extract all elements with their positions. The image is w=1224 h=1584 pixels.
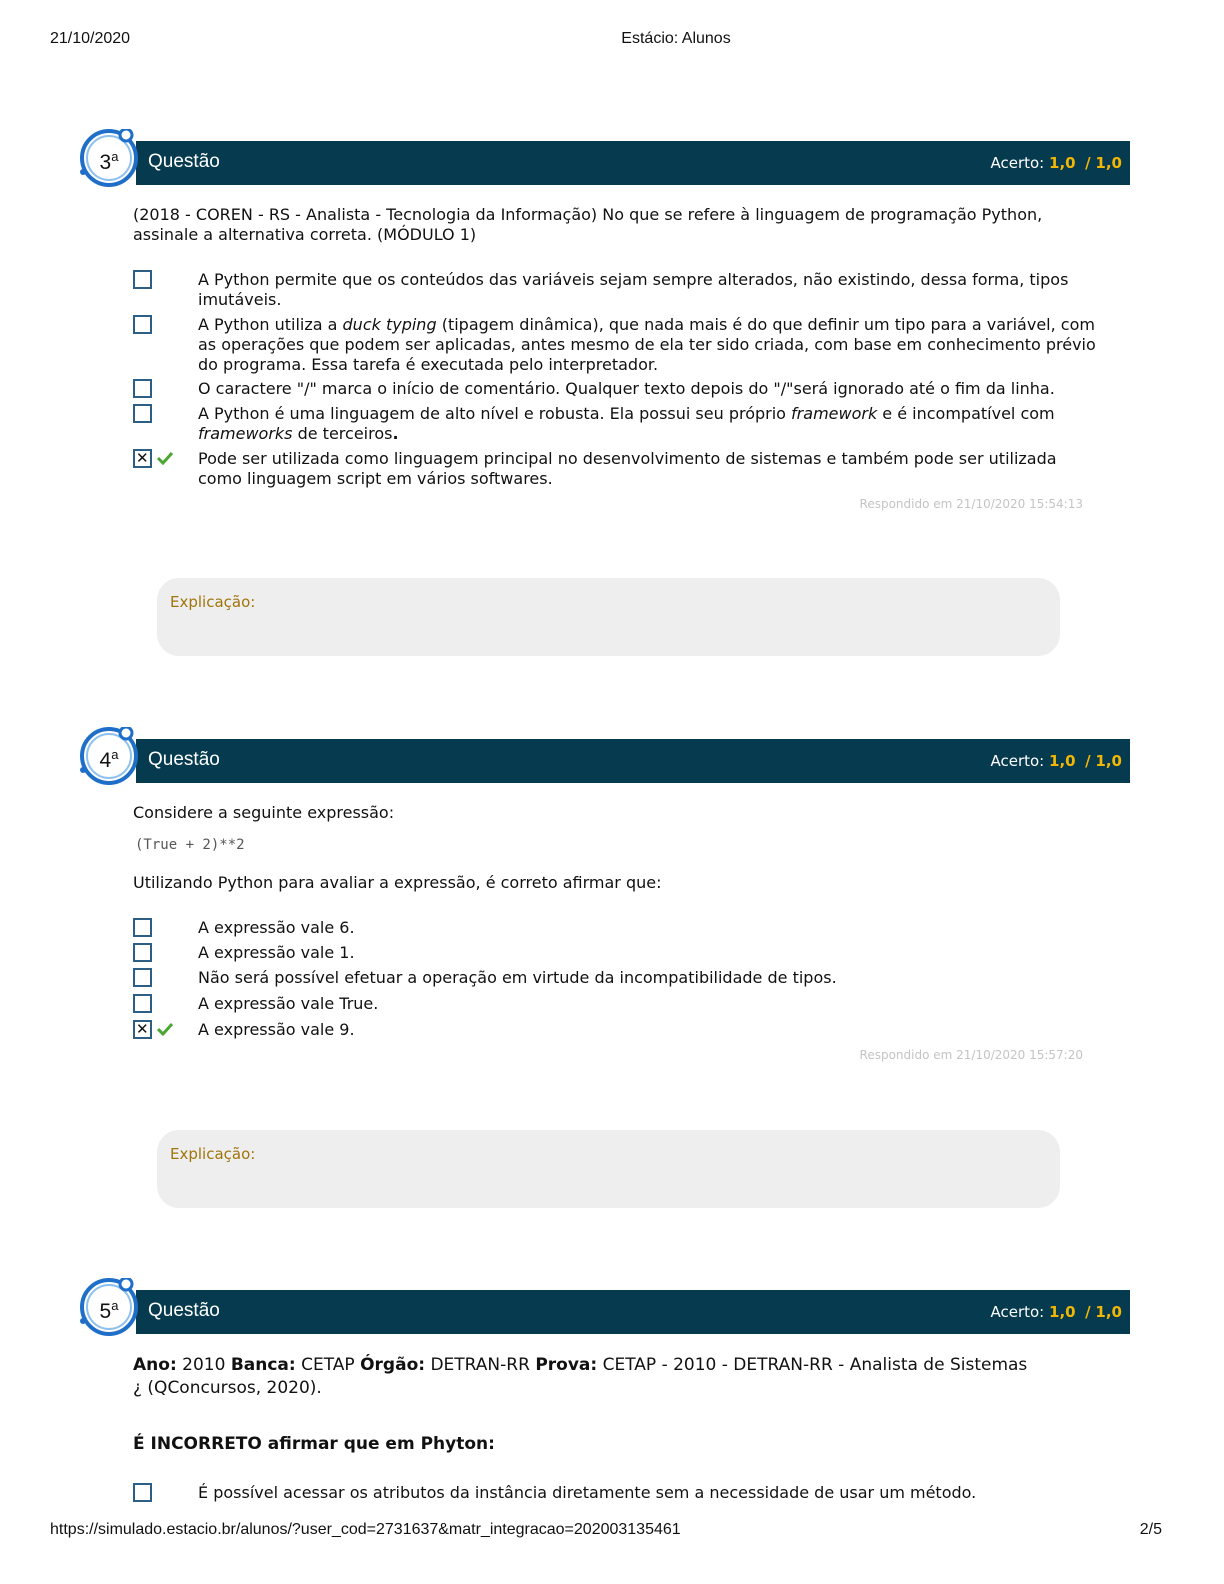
option-text: É possível acessar os atributos da instância diretamente sem a necessidade de usar um método.	[198, 1483, 977, 1502]
question-5-header	[80, 1290, 1130, 1334]
question-metadata: Ano: 2010 Banca: CETAP Órgão: DETRAN-RR Prova: CETAP - 2010 - DETRAN-RR - Analista de Sistemas ¿ (QConcursos, 2020).	[133, 1355, 1028, 1398]
answered-timestamp: Respondido em 21/10/2020 15:54:13	[859, 497, 1083, 511]
question-header-bar	[136, 141, 1130, 185]
question-statement: (2018 - COREN - RS - Analista - Tecnologia da Informação) No que se refere à linguagem de programação Python, assinale a alternativa correta. (MÓDULO 1)	[133, 205, 1043, 244]
code-expression: (True + 2)**2	[135, 837, 245, 853]
option-text: O caractere "/" marca o início de comentário. Qualquer texto depois do "/"será ignorado até o fim da linha.	[198, 379, 1055, 398]
page-number: 2/5	[1139, 1521, 1162, 1538]
checkbox[interactable]	[133, 943, 152, 962]
question-3-header	[80, 141, 1130, 185]
explanation-label: Explicação:	[170, 1145, 256, 1163]
question-label: Questão	[148, 1300, 220, 1321]
question-statement-2: Utilizando Python para avaliar a expressão, é correto afirmar que:	[133, 873, 662, 892]
checkbox[interactable]	[133, 404, 152, 423]
question-header-bar	[136, 1290, 1130, 1334]
question-number: 3$^a$	[99, 149, 119, 174]
score: Acerto: 1,0 / 1,0	[990, 154, 1122, 172]
question-4-header	[80, 739, 1130, 783]
option-text: A expressão vale True.	[198, 994, 379, 1013]
checkbox-checked[interactable]	[133, 449, 152, 468]
print-title: Estácio: Alunos	[621, 30, 731, 47]
checkbox[interactable]	[133, 918, 152, 937]
question-heading: É INCORRETO afirmar que em Phyton:	[133, 1434, 495, 1454]
option-text: A expressão vale 1.	[198, 943, 355, 962]
option-text: Pode ser utilizada como linguagem principal no desenvolvimento de sistemas e também pode ser utilizada como linguagem script em vários softwares.	[198, 449, 1057, 488]
checkbox[interactable]	[133, 1483, 152, 1502]
explanation-box	[157, 578, 1060, 656]
question-header-bar	[136, 739, 1130, 783]
option-text: A expressão vale 9.	[198, 1020, 355, 1039]
question-statement: Considere a seguinte expressão:	[133, 803, 395, 822]
checkbox[interactable]	[133, 315, 152, 334]
option-text: A expressão vale 6.	[198, 918, 355, 937]
correct-check-icon	[157, 451, 173, 465]
explanation-label: Explicação:	[170, 593, 256, 611]
checkbox[interactable]	[133, 968, 152, 987]
checkbox[interactable]	[133, 379, 152, 398]
score: Acerto: 1,0 / 1,0	[990, 1303, 1122, 1321]
correct-check-icon	[157, 1022, 173, 1036]
print-date: 21/10/2020	[50, 30, 131, 47]
checkbox[interactable]	[133, 270, 152, 289]
score: Acerto: 1,0 / 1,0	[990, 752, 1122, 770]
question-label: Questão	[148, 749, 220, 770]
checkbox[interactable]	[133, 994, 152, 1013]
option-text: A Python utiliza a duck typing (tipagem dinâmica), que nada mais é do que definir um tipo para a variável, com as operações que podem ser aplicadas, antes mesmo de ela ter sido criada, com base em conhecimento prévio do programa. Essa tarefa é executada pelo interpretador.	[198, 315, 1096, 374]
explanation-box	[157, 1130, 1060, 1208]
question-number: 5$^a$	[99, 1298, 119, 1323]
answered-timestamp: Respondido em 21/10/2020 15:57:20	[859, 1048, 1083, 1062]
question-number: 4$^a$	[99, 747, 119, 772]
checkbox-checked[interactable]	[133, 1020, 152, 1039]
option-text: A Python é uma linguagem de alto nível e robusta. Ela possui seu próprio framework e é incompatível com frameworks de terceiros.	[198, 404, 1055, 443]
option-text: Não será possível efetuar a operação em virtude da incompatibilidade de tipos.	[198, 968, 837, 987]
page-url: https://simulado.estacio.br/alunos/?user_cod=2731637&matr_integracao=202003135461	[50, 1521, 681, 1538]
question-label: Questão	[148, 151, 220, 172]
option-text: A Python permite que os conteúdos das variáveis sejam sempre alterados, não existindo, dessa forma, tipos imutáveis.	[198, 270, 1069, 309]
